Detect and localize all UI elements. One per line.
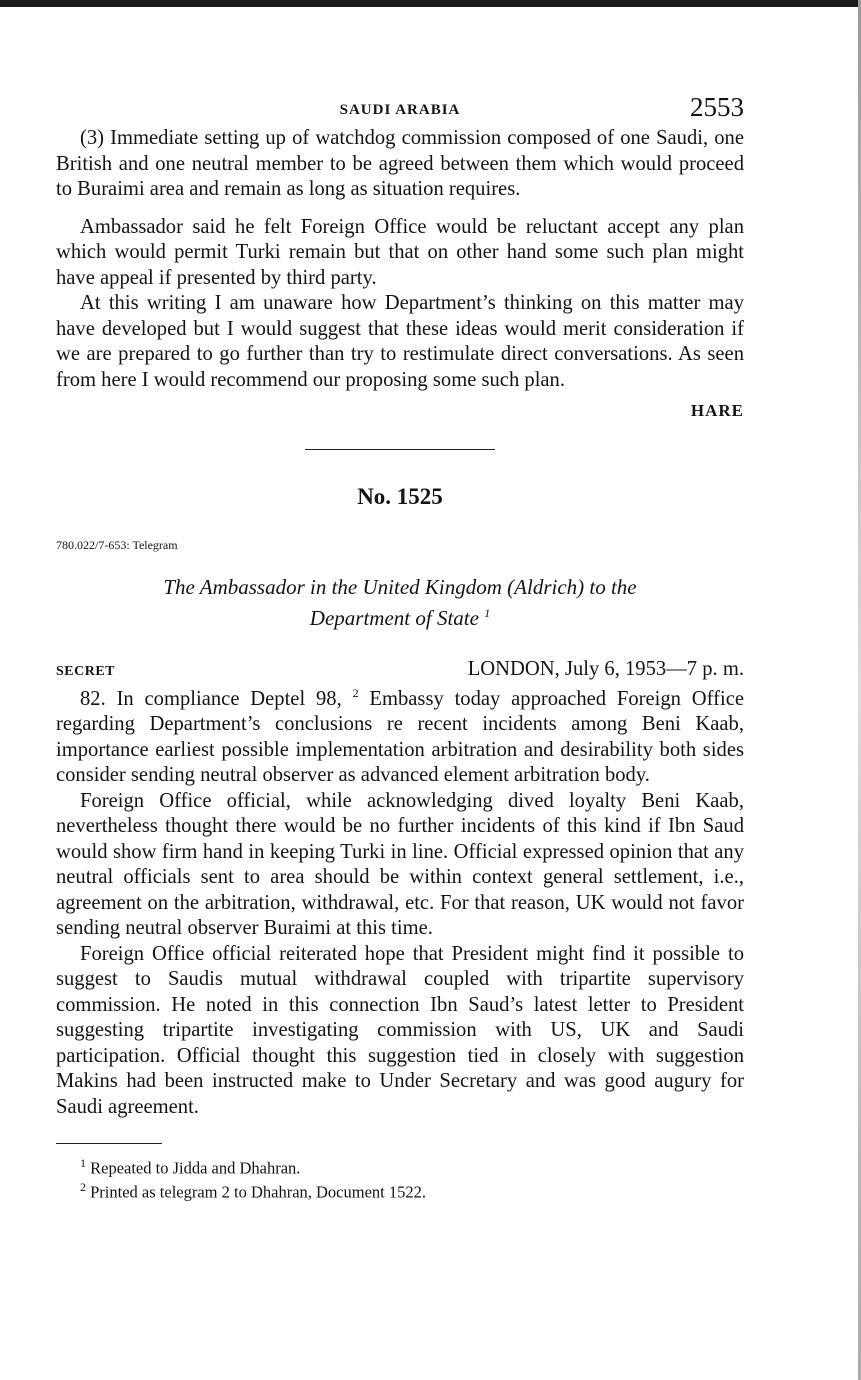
carryover-item-3: (3) Immediate setting up of watchdog commission composed of one Saudi, one British and one neutral member to be agreed between them which would proceed to Buraimi area and remain as long as situation requires. [56, 127, 744, 200]
footnote-2 [56, 1178, 744, 1202]
file-reference: 780.022/7-653: Telegram [56, 538, 178, 552]
document-title-line-2: Department of State [309, 606, 479, 630]
footnote-2-text: Printed as telegram 2 to Dhahran, Document 1522. [90, 1182, 426, 1202]
section-divider [305, 449, 495, 450]
page-header [56, 92, 744, 126]
dateline [56, 658, 744, 681]
footnote-1-text: Repeated to Jidda and Dhahran. [90, 1158, 301, 1178]
telegram-paragraph-3: Foreign Office official reiterated hope that President might find it possible to suggest to Saudis mutual withdrawal coupled with tripartite supervisory commission. He noted in this connection Ibn Saud’s latest letter to President suggesting tripartite investigating commission with US, UK and Saudi participation. Official thought this suggestion tied in closely with suggestion Makins had been instructed make to Under Secretary and was good augury for Saudi agreement. [56, 942, 744, 1118]
page-number: 2553 [690, 92, 744, 122]
telegram-paragraph-1-continued: Embassy today approached Foreign Office regarding Department’s conclusions re recent incidents among Beni Kaab, importance earliest possible implementation arbitration and desirability both sides consider sending neutral observer as advanced element arbitration body. [56, 687, 744, 787]
place-and-date: LONDON, July 6, 1953—7 p. m. [467, 658, 744, 680]
document-title [100, 574, 700, 631]
carryover-paragraph-2: At this writing I am unaware how Department’s thinking on this matter may have developed but I would suggest that these ideas would merit consideration if we are prepared to go further than try to restimulate direct conversations. As seen from here I would recommend our proposing some such plan. [56, 292, 744, 391]
telegram-paragraph-1-text: 82. In compliance Deptel 98, [80, 687, 342, 710]
footnote-2-mark: 2 [80, 1179, 86, 1194]
footnotes [56, 1154, 744, 1201]
footnote-1 [56, 1154, 744, 1178]
footnote-1-mark: 1 [80, 1156, 86, 1171]
document-number: No. 1525 [357, 484, 443, 509]
classification-label: SECRET [56, 664, 116, 679]
telegram-paragraph-2: Foreign Office official, while acknowledging dived loyalty Beni Kaab, nevertheless thought there would be no further incidents of this kind if Ibn Saud would show firm hand in keeping Turki in line. Official expressed opinion that any neutral officials sent to area should be within context general settlement, i.e., agreement on the arbitration, withdrawal, etc. For that reason, UK would not favor sending neutral observer Buraimi at this time. [56, 789, 744, 940]
scan-top-border [0, 0, 861, 7]
running-head: SAUDI ARABIA [339, 102, 461, 118]
footnote-ref-2: 2 [352, 686, 359, 700]
document-page [56, 92, 744, 1201]
document-title-line-1: The Ambassador in the United Kingdom (Aldrich) to the [163, 575, 637, 599]
telegram-paragraph-1 [56, 681, 744, 789]
footnote-rule [56, 1143, 162, 1144]
footnote-ref-1: 1 [484, 606, 491, 620]
signature: HARE [690, 401, 744, 420]
carryover-paragraph-1: Ambassador said he felt Foreign Office would be reluctant accept any plan which would permit Turki remain but that on other hand some such plan might have appeal if presented by third party. [56, 215, 744, 289]
